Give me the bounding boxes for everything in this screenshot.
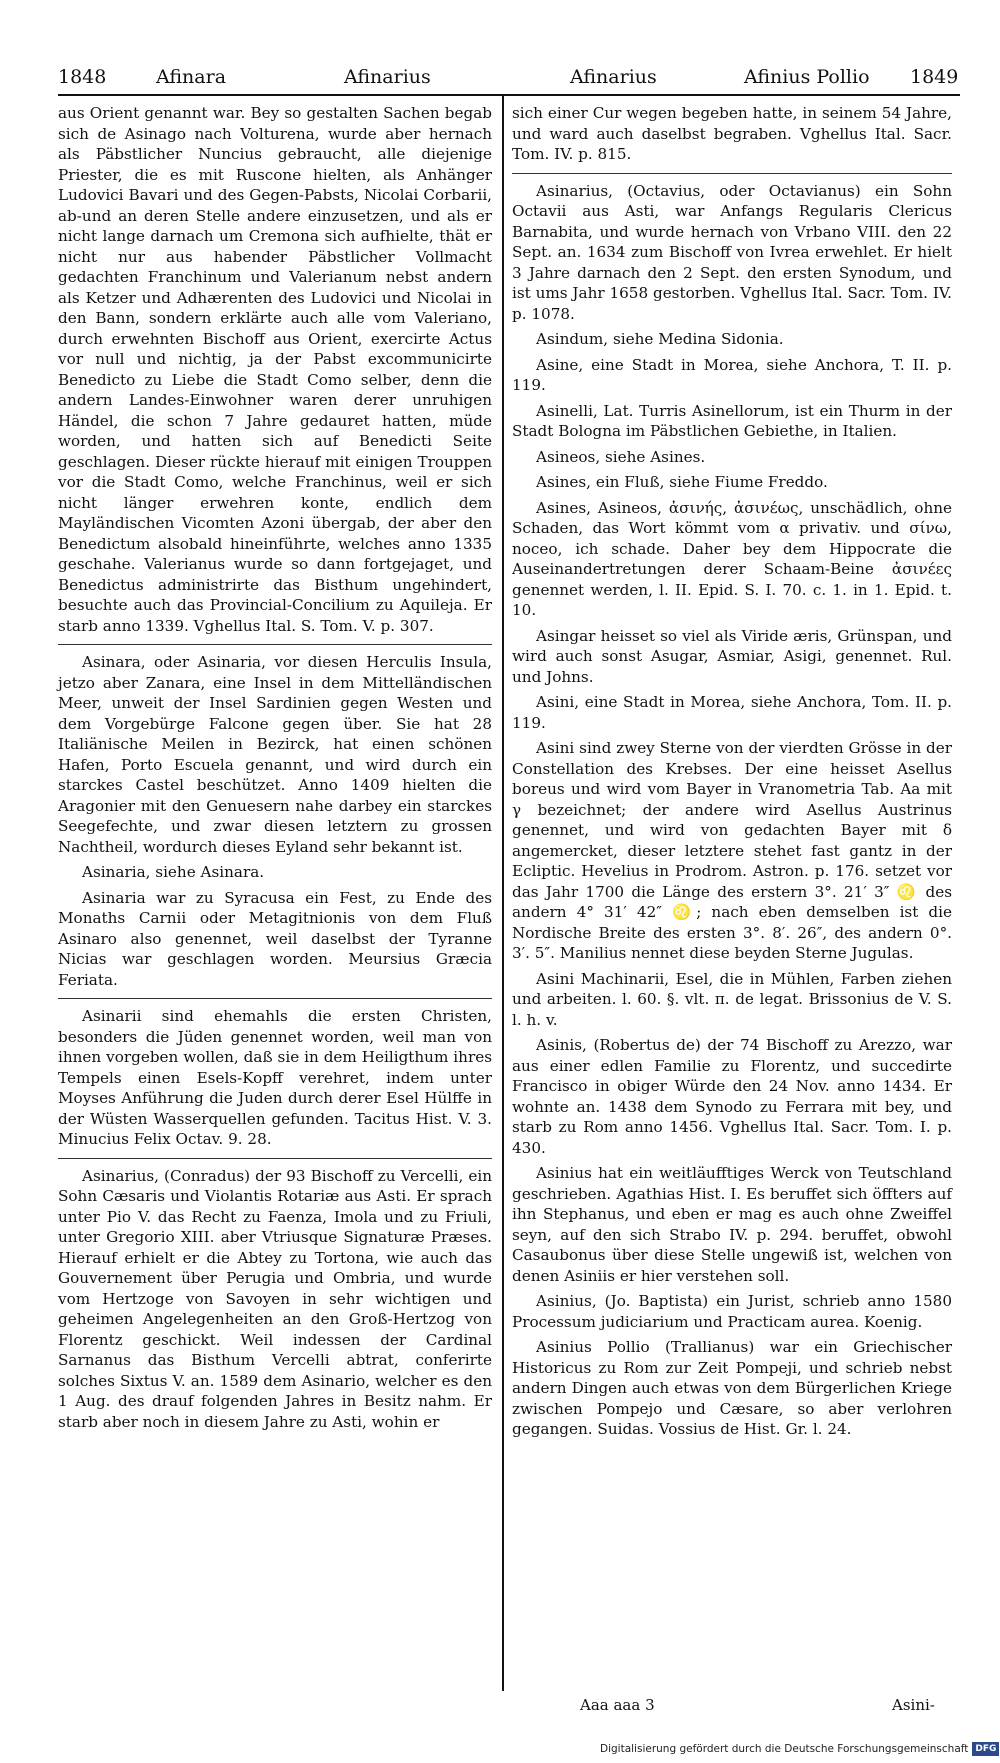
page-footer	[512, 1693, 952, 1717]
dictionary-entry: Asines, ein Fluß, siehe Fiume Freddo.	[536, 473, 828, 491]
dictionary-entry: Asinarius, (Conradus) der 93 Bischoff zu Vercelli, ein Sohn Cæsaris und Violantis Rotariæ aus Asti. Er sprach unter Pio V. das Recht zu Faenza, Imola und zu Friuli, unter Gregorio XIII. aber Vtriusque Signaturæ Præses. Hierauf erhielt er die Abtey zu Tortona, wie auch das Gouvernement über Perugia und Ombria, und wurde vom Hertzoge von Savoyen in sehr wichtigen und geheimen Angelegenheiten an den Groß-Hertzog von Florentz geschickt. Weil indessen der Cardinal Sarnanus das Bisthum Vercelli abtrat, conferirte solches Sixtus V. an. 1589 dem Asinario, welcher es den 1 Aug. des drauf folgenden Jahres in Besitz nahm. Er starb aber noch in diesem Jahre zu Asti, wohin er	[58, 1166, 492, 1431]
dictionary-entry: Asindum, siehe Medina Sidonia.	[536, 330, 784, 348]
entry-separator	[58, 644, 492, 645]
dictionary-entry: Asini Machinarii, Esel, die in Mühlen, Farben ziehen und arbeiten. l. 60. §. vlt. π. de legat. Brissonius de V. S. l. h. v.	[512, 969, 952, 1029]
dictionary-entry: Asinarii sind ehemahls die ersten Christen, besonders die Jüden genennet worden, weil man von ihnen vorgeben wollen, daß sie in dem Heiligthum ihres Tempels einen Esels-Kopff verehret, indem unter Moyses Anführung die Juden durch derer Esel Hülffe in der Wüsten Wasserquellen gefunden. Tacitus Hist. V. 3. Minucius Felix Octav. 9. 28.	[58, 1007, 492, 1148]
page-number-left: 1848	[58, 66, 107, 88]
digitization-credit	[600, 1740, 997, 1758]
dictionary-entry: Asini sind zwey Sterne von der vierdten Grösse in der Constellation des Krebses. Der eine heisset Asellus boreus und wird vom Bayer in Vranometria Tab. Aa mit γ bezeichnet; der andere wird Asellus Austrinus genennet, und wird von gedachten Bayer mit δ angemercket, dieser letztere stehet fast gantz in der Ecliptic. Hevelius in Prodrom. Astron. p. 176. setzet vor das Jahr 1700 die Länge des erstern 3°. 21′ 3″ ♌ des andern 4° 31′ 42″ ♌; nach eben demselben ist die Nordische Breite des ersten 3°. 8′. 26″, des andern 0°. 3′. 5″. Manilius nennet diese beyden Sterne Jugulas.	[512, 739, 952, 962]
left-column	[58, 103, 492, 1437]
right-column	[512, 103, 952, 1445]
header-catchword-right-outer: Afinius Pollio	[744, 66, 870, 88]
dictionary-entry: Asinaria, siehe Asinara.	[82, 863, 265, 881]
credit-text: Digitalisierung gefördert durch die Deutsche Forschungsgemeinschaft	[600, 1743, 969, 1755]
dictionary-entry: Asinius Pollio (Trallianus) war ein Griechischer Historicus zu Rom zur Zeit Pompeji, und schrieb nebst andern Dingen auch etwas von dem Bürgerlichen Kriege zwischen Pompejo und Cæsare, so aber verlohren gegangen. Suidas. Vossius de Hist. Gr. l. 24.	[512, 1338, 952, 1438]
header-catchword-right-inner: Afinarius	[570, 66, 657, 88]
signature-mark: Aaa aaa 3	[580, 1696, 655, 1714]
dictionary-entry: Asinius, (Jo. Baptista) ein Jurist, schrieb anno 1580 Processum judiciarium und Practicam aurea. Koenig.	[512, 1292, 952, 1331]
dictionary-entry: aus Orient genannt war. Bey so gestalten Sachen begab sich de Asinago nach Volturena, wurde aber hernach als Päbstlicher Nuncius gebraucht, alle diejenige Priester, die es mit Ruscone hielten, als Anhänger Ludovici Bavari und des Gegen-Pabsts, Nicolai Corbarii, ab-und an deren Stelle andere einzusetzen, und als er nicht lange darnach um Cremona sich aufhielte, thät er nicht nur aus habender Päbstlicher Vollmacht gedachten Franchinum und Valerianum nebst andern als Ketzer und Adhærenten des Ludovici und Nicolai in den Bann, sondern erklärte auch alle vom Valeriano, durch erwehnten Bischoff aus Orient, exercirte Actus vor null und nichtig, ja der Pabst excommunicirte Benedicto zu Liebe die Stadt Como selber, denn die andern Landes-Einwohner waren derer unruhigen Händel, die schon 7 Jahre gedauret hatten, müde worden, und hatten sich auf Benedicti Seite geschlagen. Dieser rückte hierauf mit einigen Trouppen vor die Stadt Como, welche Franchinus, weil er sich nicht länger erwehren konte, endlich dem Mayländischen Vicomten Azoni übergab, der aber den Benedictum alsobald hineinführte, welches anno 1335 geschahe. Valerianus wurde so dann fortgejaget, und Benedictus administrirte das Bisthum ungehindert, besuchte auch das Provincial-Concilium zu Aquileja. Er starb anno 1339. Vghellus Ital. S. Tom. V. p. 307.	[58, 104, 492, 635]
running-header	[58, 62, 958, 92]
dictionary-entry: Asingar heisset so viel als Viride æris, Grünspan, und wird auch sonst Asugar, Asmiar, Asigi, genennet. Rul. und Johns.	[512, 626, 952, 686]
dictionary-entry: Asinarius, (Octavius, oder Octavianus) ein Sohn Octavii aus Asti, war Anfangs Regularis Clericus Barnabita, und wurde hernach von Vrbano VIII. den 22 Sept. an. 1634 zum Bischoff von Ivrea erwehlet. Er hielt 3 Jahre darnach den 2 Sept. den ersten Synodum, und ist ums Jahr 1658 gestorben. Vghellus Ital. Sacr. Tom. IV. p. 1078.	[512, 181, 952, 323]
dictionary-entry: Asinelli, Lat. Turris Asinellorum, ist ein Thurm in der Stadt Bologna im Päbstlichen Gebiethe, in Italien.	[512, 401, 952, 440]
dictionary-entry: Asinaria war zu Syracusa ein Fest, zu Ende des Monaths Carnii oder Metagitnionis von dem Fluß Asinaro also genennet, weil daselbst der Tyranne Nicias war geschlagen worden. Meursius Græcia Feriata.	[58, 888, 492, 989]
column-divider	[502, 96, 504, 1691]
page-number-right: 1849	[910, 66, 959, 88]
entry-separator	[58, 1158, 492, 1159]
dfg-logo: DFG	[972, 1742, 999, 1756]
dictionary-entry: Asine, eine Stadt in Morea, siehe Anchora, T. II. p. 119.	[512, 355, 952, 394]
dictionary-entry: Asinara, oder Asinaria, vor diesen Herculis Insula, jetzo aber Zanara, eine Insel in dem Mittelländischen Meer, unweit der Insel Sardinien gegen Westen und dem Vorgebürge Falcone gegen über. Sie hat 28 Italiänische Meilen in Bezirck, hat einen schönen Hafen, Porto Escuela genannt, und wird durch ein starckes Castel beschützet. Anno 1409 hielten die Aragonier mit den Genuesern nahe darbey ein starckes Seegefechte, und zwar diesen letztern zu grossen Nachtheil, wordurch dieses Eyland sehr bekannt ist.	[58, 653, 492, 856]
dictionary-entry: Asines, Asineos, ἀσινής, ἀσινέως, unschädlich, ohne Schaden, das Wort kömmt vom α privativ. und σίνω, noceo, ich schade. Daher bey dem Hippocrate die Auseinandertretungen derer Schaam-Beine ἀσινέες genennet werden, l. II. Epid. S. I. 70. c. 1. in 1. Epid. t. 10.	[512, 498, 952, 619]
dictionary-entry: Asini, eine Stadt in Morea, siehe Anchora, Tom. II. p. 119.	[512, 693, 952, 732]
catchword: Asini-	[892, 1696, 935, 1714]
dictionary-entry: Asinius hat ein weitläufftiges Werck von Teutschland geschrieben. Agathias Hist. I. Es beruffet sich öffters auf ihn Stephanus, und eben er mag es auch ohne Zweiffel seyn, auf den sich Strabo IV. p. 294. beruffet, obwohl Casaubonus über diese Stelle ungewiß ist, welchen von denen Asiniis er hier verstehen soll.	[512, 1164, 952, 1285]
dictionary-entry: Asineos, siehe Asines.	[536, 447, 706, 466]
entry-separator	[58, 998, 492, 999]
header-catchword-left-outer: Afinara	[156, 66, 227, 88]
dictionary-entry: Asinis, (Robertus de) der 74 Bischoff zu Arezzo, war aus einer edlen Familie zu Florentz, und succedirte Francisco in obiger Würde den 24 Nov. anno 1434. Er wohnte an. 1438 dem Synodo zu Ferrara mit bey, und starb zu Rom anno 1456. Vghellus Ital. Sacr. Tom. I. p. 430.	[512, 1036, 952, 1157]
header-rule	[58, 94, 960, 96]
dictionary-entry: sich einer Cur wegen begeben hatte, in seinem 54 Jahre, und ward auch daselbst begraben. Vghellus Ital. Sacr. Tom. IV. p. 815.	[512, 104, 952, 163]
entry-separator	[512, 173, 952, 174]
header-catchword-left-inner: Afinarius	[344, 66, 431, 88]
